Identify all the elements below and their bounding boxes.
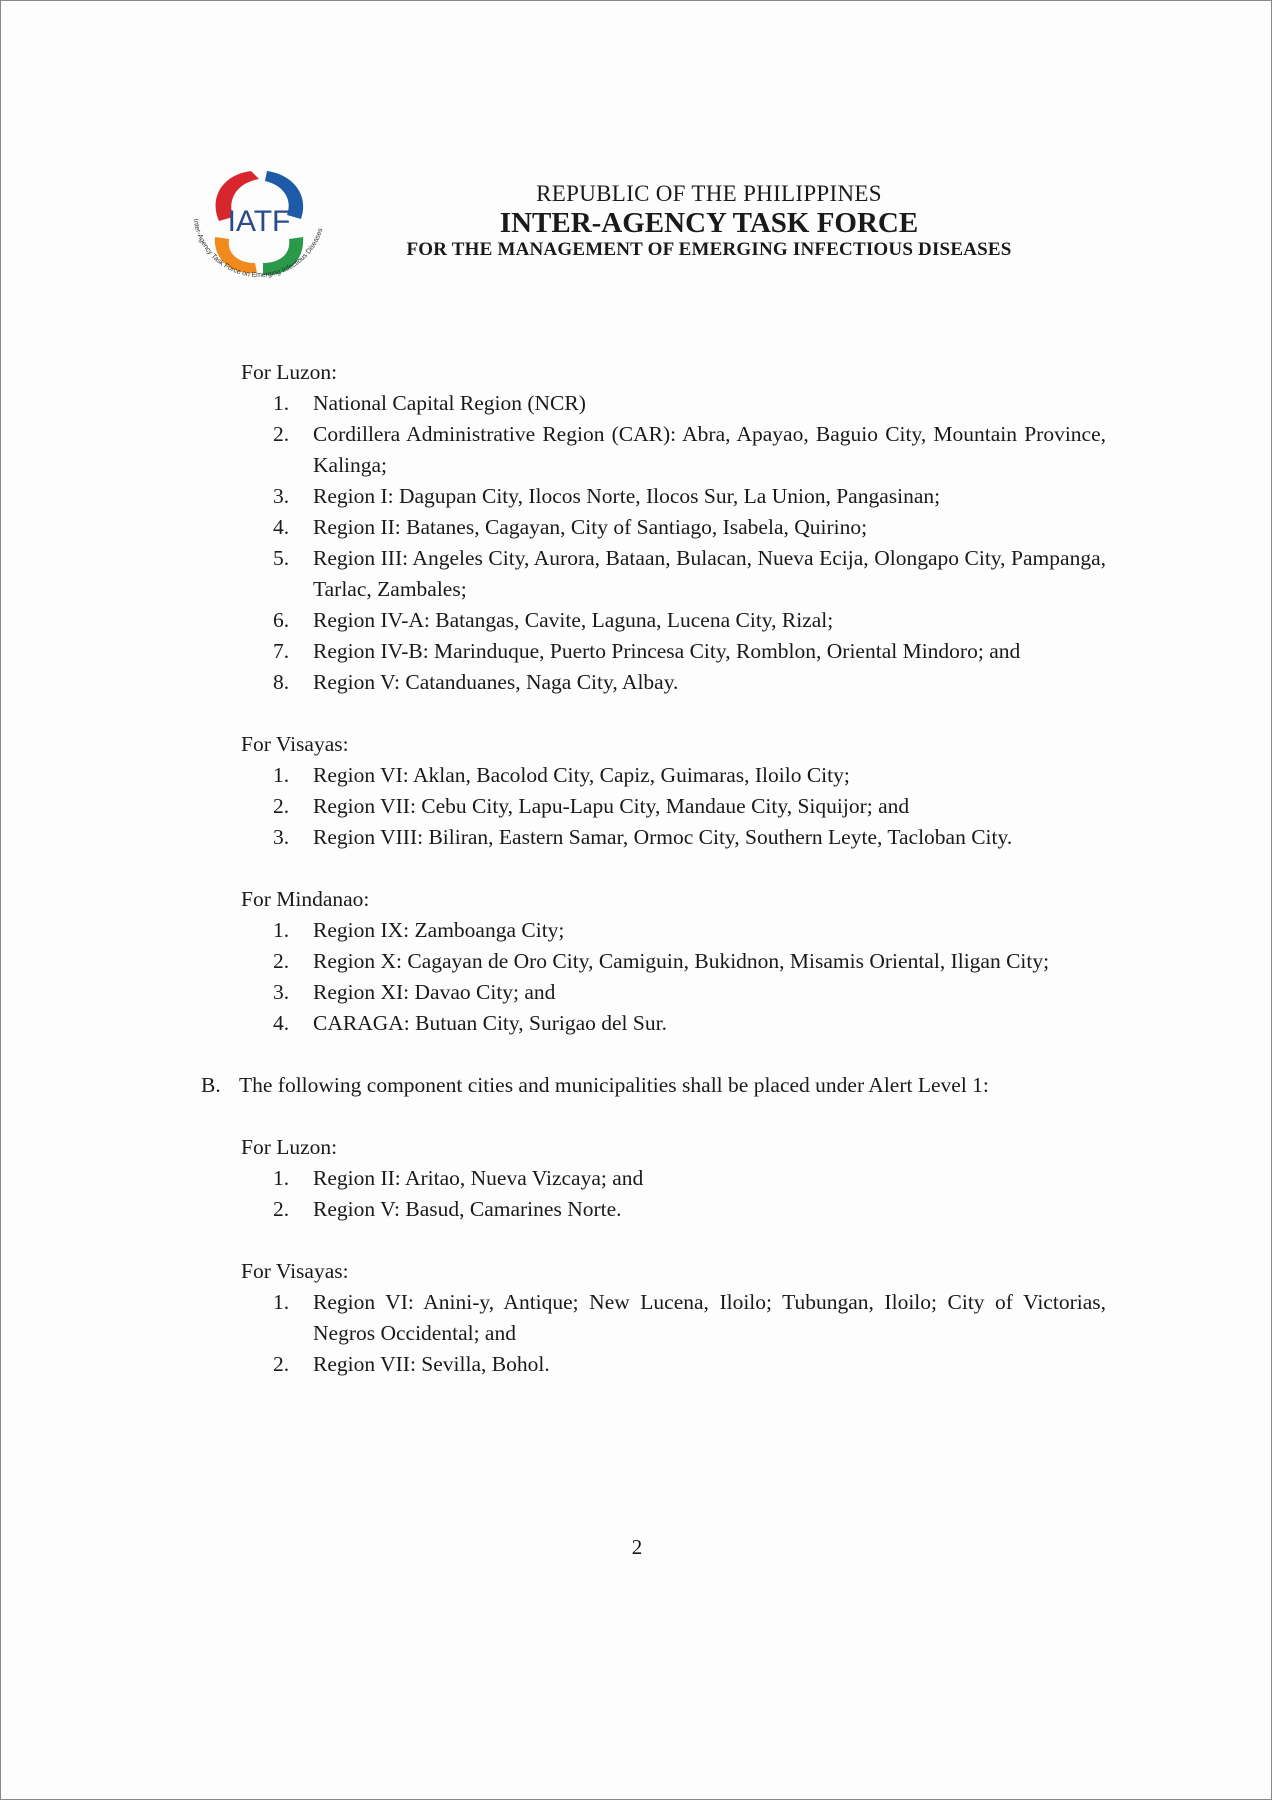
list-item: 4. Region II: Batanes, Cagayan, City of Santiago, Isabela, Quirino;: [273, 515, 868, 539]
section-a-mindanao-heading: For Mindanao:: [241, 887, 370, 911]
list-item: 1. Region II: Aritao, Nueva Vizcaya; and: [273, 1166, 644, 1190]
list-item: 2. Region VII: Cebu City, Lapu-Lapu City, Mandaue City, Siquijor; and: [273, 794, 910, 818]
list-item: 2. Region X: Cagayan de Oro City, Camiguin, Bukidnon, Misamis Oriental, Iligan City;: [273, 949, 1050, 973]
list-item: 3. Region I: Dagupan City, Ilocos Norte, Ilocos Sur, La Union, Pangasinan;: [273, 484, 941, 508]
logo-ring-text: Inter-Agency Task Force on Emerging Infectious Diseases: [191, 218, 325, 280]
section-b-letter: B.: [201, 1073, 221, 1097]
page-number: 2: [631, 1535, 643, 1559]
section-b-visayas-heading: For Visayas:: [241, 1259, 349, 1283]
section-a-luzon-list: [201, 388, 1106, 698]
section-b-luzon-list: [201, 1163, 1106, 1225]
section-b-visayas-list: [201, 1287, 1106, 1380]
section-b-intro-text: The following component cities and municipalities shall be placed under Alert Level 1:: [239, 1073, 989, 1097]
section-a-visayas-heading: For Visayas:: [241, 732, 349, 756]
document-body: [201, 357, 1106, 1380]
header-republic: REPUBLIC OF THE PHILIPPINES: [536, 181, 882, 206]
list-item: 1. National Capital Region (NCR): [273, 391, 586, 415]
section-a-visayas-list: [201, 760, 1106, 853]
list-item: 4. CARAGA: Butuan City, Surigao del Sur.: [273, 1011, 667, 1035]
logo-text: IATF: [227, 205, 291, 238]
section-b-intro: [201, 1070, 1106, 1101]
list-item: 5. Region III: Angeles City, Aurora, Bataan, Bulacan, Nueva Ecija, Olongapo City, Pampanga, Tarlac, Zambales;: [273, 546, 1106, 601]
list-item: 2. Region V: Basud, Camarines Norte.: [273, 1197, 622, 1221]
iatf-logo: [179, 159, 339, 294]
letterhead: [339, 181, 1079, 261]
list-item: 6. Region IV-A: Batangas, Cavite, Laguna, Lucena City, Rizal;: [273, 608, 834, 632]
section-a-luzon-heading: For Luzon:: [241, 360, 338, 384]
list-item: 1. Region VI: Aklan, Bacolod City, Capiz, Guimaras, Iloilo City;: [273, 763, 850, 787]
list-item: 7. Region IV-B: Marinduque, Puerto Princesa City, Romblon, Oriental Mindoro; and: [273, 639, 1021, 663]
section-a-mindanao-list: [201, 915, 1106, 1039]
list-item: 8. Region V: Catanduanes, Naga City, Albay.: [273, 670, 679, 694]
list-item: 3. Region XI: Davao City; and: [273, 980, 556, 1004]
list-item: 3. Region VIII: Biliran, Eastern Samar, Ormoc City, Southern Leyte, Tacloban City.: [273, 825, 1013, 849]
list-item: 1. Region VI: Anini-y, Antique; New Lucena, Iloilo; Tubungan, Iloilo; City of Victorias, Negros Occidental; and: [273, 1290, 1106, 1345]
list-item: 2. Region VII: Sevilla, Bohol.: [273, 1352, 550, 1376]
section-b-luzon-heading: For Luzon:: [241, 1135, 338, 1159]
header-task-force: INTER-AGENCY TASK FORCE: [499, 207, 919, 239]
list-item: 1. Region IX: Zamboanga City;: [273, 918, 565, 942]
header-subtitle: FOR THE MANAGEMENT OF EMERGING INFECTIOUS DISEASES: [406, 239, 1012, 260]
list-item: 2. Cordillera Administrative Region (CAR): Abra, Apayao, Baguio City, Mountain Province, Kalinga;: [273, 422, 1106, 477]
